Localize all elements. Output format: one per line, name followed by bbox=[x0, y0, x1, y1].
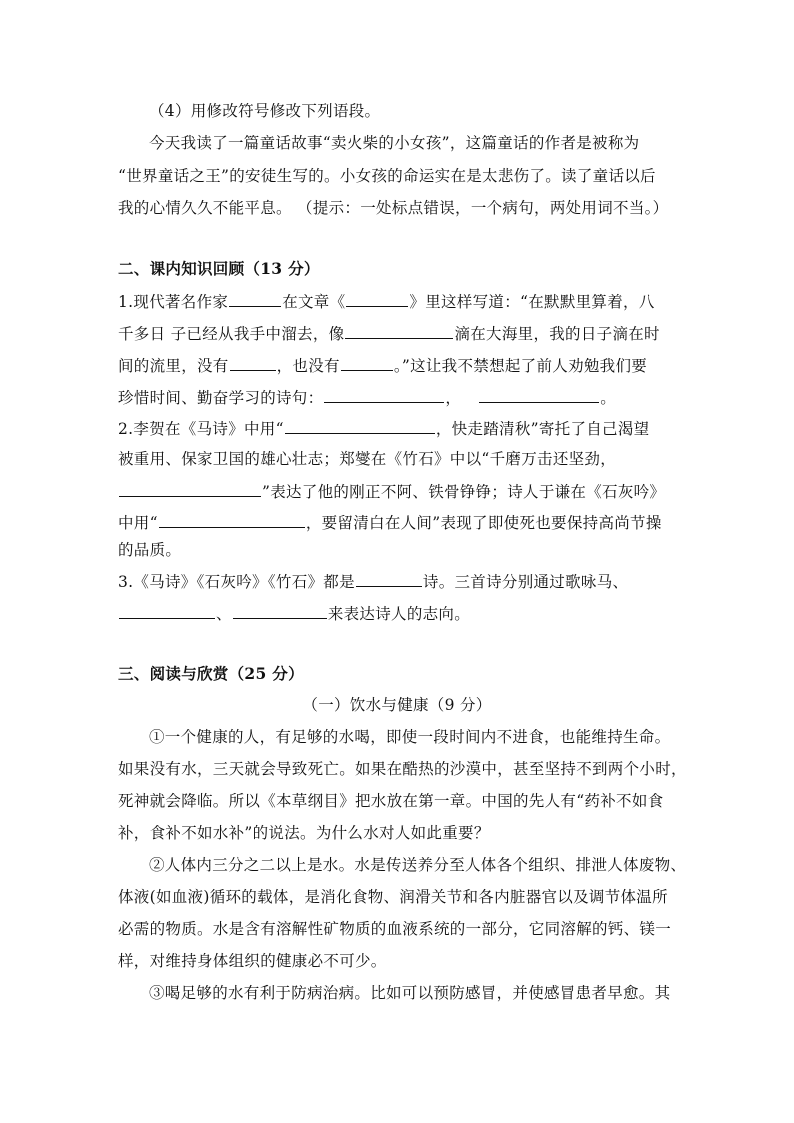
answer-blank[interactable] bbox=[229, 291, 281, 307]
text: 。 bbox=[600, 389, 617, 407]
text: 3.《马诗》《石灰吟》《竹石》都是 bbox=[118, 573, 355, 591]
q4-paragraph-line-2: “世界童话之王”的安徒生写的。小女孩的命运实在是太悲伤了。读了童话以后 bbox=[118, 167, 656, 185]
s2-q2-line-4 bbox=[118, 512, 662, 533]
reading-p2-line-1: ②人体内三分之二以上是水。水是传送养分至人体各个组织、排泄人体废物、 bbox=[149, 856, 687, 874]
text: 滴在大海里，我的日子滴在时 bbox=[454, 325, 660, 343]
text: ，要留清白在人间”表现了即使死也要保持高尚节操 bbox=[305, 514, 662, 532]
s2-q3-line-1 bbox=[118, 571, 628, 592]
s2-q2-line-2: 被重用、保家卫国的雄心壮志；郑燮在《竹石》中以“千磨万击还坚劲， bbox=[118, 450, 617, 468]
answer-blank[interactable] bbox=[341, 355, 393, 371]
text: 1.现代著名作家 bbox=[118, 293, 229, 311]
s2-q1-line-4 bbox=[118, 387, 616, 408]
text: ”表达了他的刚正不阿、铁骨铮铮；诗人于谦在《石灰吟》 bbox=[262, 483, 666, 501]
q4-title: （4）用修改符号修改下列语段。 bbox=[149, 102, 381, 120]
text: 。”这让我不禁想起了前人劝勉我们要 bbox=[393, 357, 648, 375]
text: ，也没有 bbox=[276, 357, 340, 375]
q4-paragraph-line-1: 今天我读了一篇童话故事“卖火柴的小女孩”，这篇童话的作者是被称为 bbox=[149, 134, 640, 152]
s2-q1-line-3 bbox=[118, 355, 647, 376]
s2-q2-line-5: 的品质。 bbox=[118, 541, 182, 559]
reading-subtitle: （一）饮水与健康（9 分） bbox=[302, 696, 492, 714]
s2-q1-line-2 bbox=[118, 323, 660, 344]
answer-blank[interactable] bbox=[345, 323, 453, 339]
answer-blank[interactable] bbox=[119, 603, 215, 619]
text: 中用“ bbox=[118, 514, 158, 532]
s2-q1-line-1 bbox=[118, 291, 655, 312]
answer-blank[interactable] bbox=[285, 418, 435, 434]
text: 2.李贺在《马诗》中用“ bbox=[118, 420, 284, 438]
answer-blank[interactable] bbox=[119, 481, 261, 497]
q4-paragraph-line-3: 我的心情久久不能平息。 （提示：一处标点错误，一个病句，两处用词不当。） bbox=[118, 199, 669, 217]
reading-p3-line-1: ③喝足够的水有利于防病治病。比如可以预防感冒，并使感冒患者早愈。其 bbox=[149, 984, 671, 1002]
text: 来表达诗人的志向。 bbox=[327, 605, 471, 623]
answer-blank[interactable] bbox=[346, 291, 408, 307]
s2-q3-line-2 bbox=[118, 603, 470, 624]
reading-p1-line-3: 死神就会降临。所以《本草纲目》把水放在第一章。中国的先人有“药补不如食 bbox=[118, 792, 664, 810]
text: ， bbox=[445, 389, 462, 407]
answer-blank[interactable] bbox=[159, 512, 305, 528]
text: ，快走踏清秋”寄托了自己渴望 bbox=[435, 420, 650, 438]
answer-blank[interactable] bbox=[230, 355, 276, 371]
answer-blank[interactable] bbox=[324, 387, 444, 403]
answer-blank[interactable] bbox=[233, 603, 327, 619]
answer-blank[interactable] bbox=[356, 571, 422, 587]
reading-p1-line-1: ①一个健康的人，有足够的水喝，即使一段时间内不进食，也能维持生命。 bbox=[149, 728, 671, 746]
reading-p1-line-4: 补，食补不如水补”的说法。为什么水对人如此重要？ bbox=[118, 824, 490, 842]
section-2-heading: 二、课内知识回顾（13 分） bbox=[118, 259, 320, 278]
answer-blank[interactable] bbox=[479, 387, 599, 403]
text: 诗。三首诗分别通过歌咏马、 bbox=[422, 573, 629, 591]
text: 》里这样写道：“在默默里算着，八 bbox=[409, 293, 655, 311]
text: 在文章《 bbox=[282, 293, 346, 311]
reading-p2-line-3: 必需的物质。水是含有溶解性矿物质的血液系统的一部分，它同溶解的钙、镁一 bbox=[118, 920, 672, 938]
section-3-heading: 三、阅读与欣赏（25 分） bbox=[118, 664, 304, 683]
reading-p2-line-4: 样，对维持身体组织的健康必不可少。 bbox=[118, 952, 387, 970]
text: 间的流里，没有 bbox=[118, 357, 229, 375]
text: 千多日 子已经从我手中溜去，像 bbox=[118, 325, 345, 343]
text: 珍惜时间、勤奋学习的诗句： bbox=[118, 389, 324, 407]
reading-p1-line-2: 如果没有水，三天就会导致死亡。如果在酷热的沙漠中，甚至坚持不到两个小时， bbox=[118, 760, 687, 778]
s2-q2-line-3 bbox=[118, 481, 665, 502]
reading-p2-line-2: 体液(如血液)循环的载体，是消化食物、润滑关节和各内脏器官以及调节体温所 bbox=[118, 888, 668, 906]
text: 、 bbox=[216, 605, 232, 623]
s2-q2-line-1 bbox=[118, 418, 649, 439]
